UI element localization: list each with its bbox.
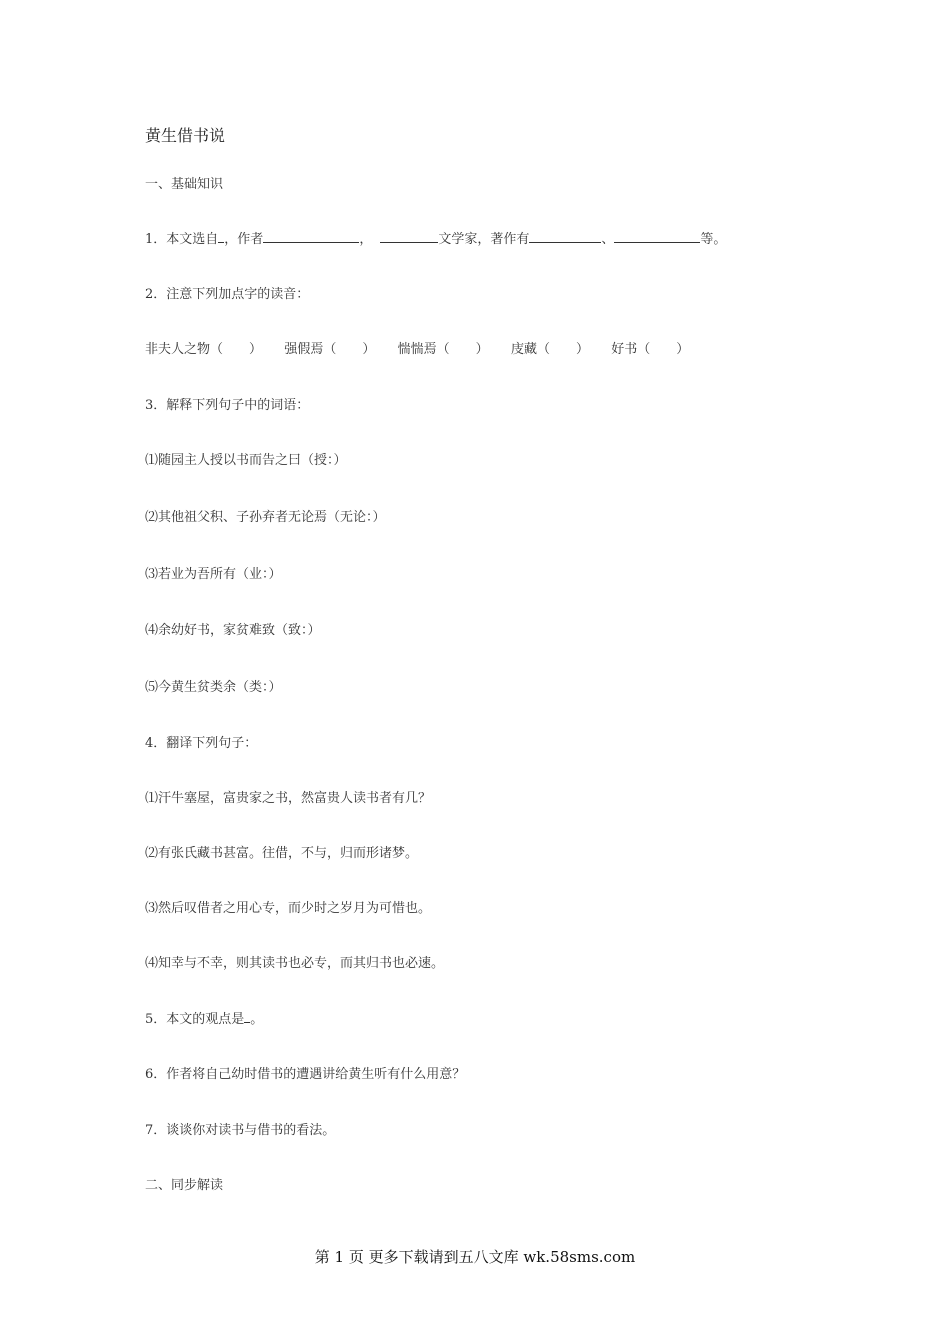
question-text: 本文的观点是: [166, 1012, 245, 1027]
question-number: 7．: [145, 1123, 167, 1138]
question-7: [145, 1122, 335, 1140]
question-text: ，: [359, 232, 373, 247]
question-number: 6．: [145, 1067, 167, 1082]
pronunciation-item: [611, 342, 689, 357]
question-number: 3．: [145, 398, 167, 413]
answer-paren[interactable]: （ ）: [536, 342, 589, 357]
sub-question: ⑸今黄生贫类余（类：）: [145, 680, 282, 695]
question-3: [145, 397, 309, 415]
question-number: 4．: [145, 736, 167, 751]
sub-question: ⑶然后叹借者之用心专，而少时之岁月为可惜也。: [145, 901, 432, 916]
question-number: 2．: [145, 287, 167, 302]
answer-paren[interactable]: （ ）: [210, 342, 263, 357]
pronunciation-item: [284, 342, 375, 357]
question-text: 本文选自: [166, 232, 219, 247]
pronunciation-item: [398, 342, 489, 357]
answer-paren[interactable]: （ ）: [323, 342, 376, 357]
sub-question: ⑶若业为吾所有（业：）: [145, 567, 282, 582]
question-4: [145, 735, 257, 753]
item-word: 惴惴焉: [397, 342, 437, 357]
sub-question: ⑷知幸与不幸，则其读书也必专，而其归书也必速。: [145, 956, 445, 971]
question-text: ，作者: [224, 232, 264, 247]
question-1: [145, 230, 726, 249]
sub-question: ⑷余幼好书，家贫难致（致：）: [145, 623, 321, 638]
answer-blank[interactable]: [263, 230, 359, 243]
question-number: 1．: [145, 232, 167, 247]
sub-question: ⑵有张氏藏书甚富。往借，不与，归而形诸梦。: [145, 846, 419, 861]
question-text: 翻译下列句子：: [166, 736, 258, 751]
question-text: 文学家，著作有: [438, 232, 530, 247]
item-word: 好书: [611, 342, 638, 357]
sub-question: ⑴随园主人授以书而告之曰（授：）: [145, 453, 347, 468]
document-title: 黄生借书说: [145, 126, 226, 145]
answer-blank[interactable]: [614, 230, 700, 243]
question-5: [145, 1010, 263, 1029]
section-heading-reading: 二、同步解读: [145, 1178, 224, 1193]
question-text: 作者将自己幼时借书的遭遇讲给黄生听有什么用意？: [166, 1067, 466, 1082]
section-heading-basics: 一、基础知识: [145, 177, 224, 192]
question-6: [145, 1066, 465, 1084]
question-text: 。: [250, 1012, 264, 1027]
answer-blank[interactable]: [380, 230, 438, 243]
question-text: 解释下列句子中的词语：: [166, 398, 310, 413]
item-word: 强假焉: [284, 342, 324, 357]
question-text: 等。: [700, 232, 727, 247]
item-word: 庋藏: [510, 342, 537, 357]
sub-question: ⑵其他祖父积、子孙弃者无论焉（无论：）: [145, 510, 386, 525]
question-2: [145, 286, 309, 304]
sub-question: ⑴汗牛塞屋，富贵家之书，然富贵人读书者有几？: [145, 791, 432, 806]
answer-paren[interactable]: （ ）: [637, 342, 690, 357]
answer-paren[interactable]: （ ）: [436, 342, 489, 357]
pronunciation-items: [145, 341, 689, 359]
answer-blank[interactable]: [529, 230, 601, 243]
question-text: 注意下列加点字的读音：: [166, 287, 310, 302]
question-number: 5．: [145, 1012, 167, 1027]
pronunciation-item: [511, 342, 589, 357]
page-footer: 第 1 页 更多下载请到五八文库 wk.58sms.com: [314, 1248, 636, 1266]
item-word: 非夫人之物: [145, 342, 211, 357]
pronunciation-item: [145, 342, 262, 357]
question-text: 谈谈你对读书与借书的看法。: [166, 1123, 336, 1138]
question-text: 、: [601, 232, 615, 247]
